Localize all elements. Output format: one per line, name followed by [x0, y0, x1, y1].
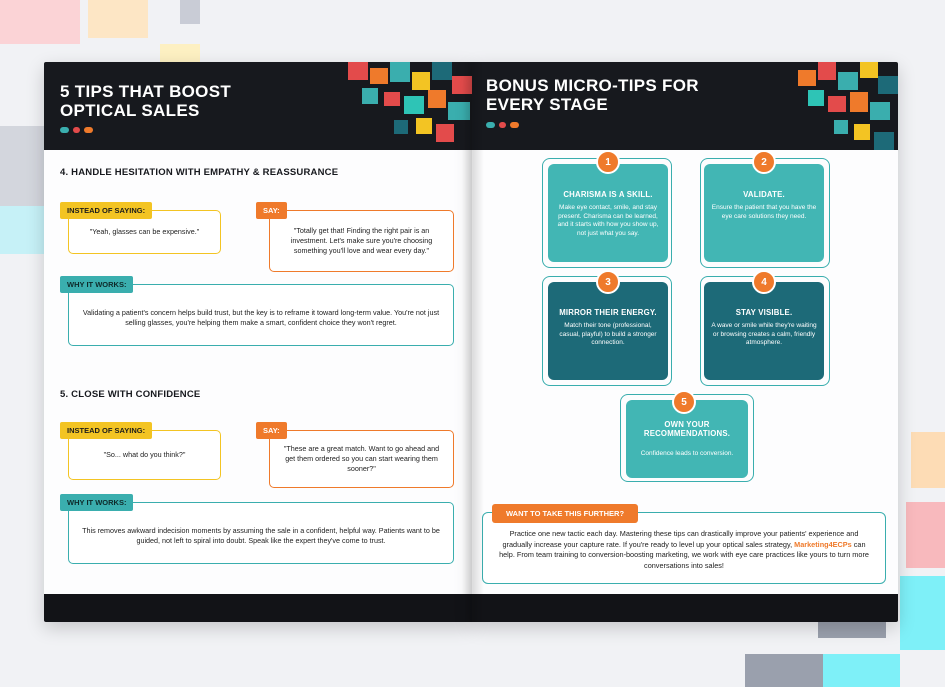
tip-3-number: 3	[596, 270, 620, 294]
tip-5-number: 5	[672, 390, 696, 414]
left-page	[44, 62, 472, 622]
right-page	[472, 62, 898, 622]
decor-square	[160, 44, 200, 62]
tip-2-title: VALIDATE.	[743, 190, 785, 199]
tip-1-number: 1	[596, 150, 620, 174]
tip-1-text: Make eye contact, smile, and stay present. Charisma can be learned, and it starts with how you show up, not just what you say.	[557, 204, 659, 237]
why-it-works-tag-5: WHY IT WORKS:	[60, 494, 133, 511]
brand-link[interactable]: Marketing4ECPs	[794, 539, 852, 549]
decor-square	[823, 654, 900, 687]
instead-of-saying-box-5: "So... what do you think?"	[68, 430, 221, 480]
left-page-footer	[44, 594, 472, 622]
target-icon	[73, 127, 80, 133]
right-page-title: BONUS MICRO-TIPS FOR EVERY STAGE	[486, 76, 699, 114]
say-tag-4: SAY:	[256, 202, 287, 219]
decor-square	[0, 126, 44, 206]
open-booklet	[44, 62, 898, 622]
glasses-icon	[510, 122, 519, 128]
tip-1-card	[548, 164, 668, 262]
tip-4-text: A wave or smile while they're waiting or browsing creates a calm, friendly atmosphere.	[711, 322, 817, 346]
eye-icon	[486, 122, 495, 128]
tip-5-text: Confidence leads to conversion.	[640, 450, 734, 457]
promo-text-start: Practice one new tactic each day. Mastering these tips can drastically improve your patients' experience and gradually increase your capture rate. If you're ready to level up your optical sales strategy,	[502, 529, 859, 549]
target-icon	[499, 122, 506, 128]
decor-square	[0, 0, 80, 44]
say-tag-5: SAY:	[256, 422, 287, 439]
tip-1-title: CHARISMA IS A SKILL.	[563, 190, 653, 199]
left-page-header	[44, 62, 472, 150]
decor-square	[906, 502, 945, 568]
promo-label: WANT TO TAKE THIS FURTHER?	[492, 504, 638, 523]
book-spine	[462, 62, 484, 622]
tip-3-text: Match their tone (professional, casual, playful) to build a stronger connection.	[559, 322, 657, 346]
decor-square	[745, 654, 823, 687]
instead-of-saying-box-4: "Yeah, glasses can be expensive."	[68, 210, 221, 254]
tip-2-text: Ensure the patient that you have the eye care solutions they need.	[711, 204, 817, 220]
why-it-works-box-4: Validating a patient's concern helps build trust, but the key is to reframe it toward long-term value. You're not just selling glasses, you're helping them make a smart, confident choice they won't regret.	[68, 284, 454, 346]
why-it-works-tag-4: WHY IT WORKS:	[60, 276, 133, 293]
decor-square	[0, 206, 44, 254]
right-page-footer	[472, 594, 898, 622]
instead-of-saying-tag-4: INSTEAD OF SAYING:	[60, 202, 152, 219]
section-5-heading: 5. CLOSE WITH CONFIDENCE	[60, 389, 201, 400]
decor-square	[900, 576, 945, 650]
promo-text-end: can help. From team training to conversion-boosting marketing, we work with eye care practices like yours to turn more conversations into sales!	[499, 539, 869, 570]
say-box-4: "Totally get that! Finding the right pair is an investment. Let's make sure you're choosing something you'll love and wear every day."	[269, 210, 454, 272]
tip-2-card	[704, 164, 824, 262]
why-it-works-box-5: This removes awkward indecision moments by assuming the sale in a confident, helpful way. Patients want to be guided, not left to spiral into doubt. Speak like the expert they've come to trust.	[68, 502, 454, 564]
glasses-icon	[84, 127, 93, 133]
header-icons	[60, 127, 93, 133]
tip-4-number: 4	[752, 270, 776, 294]
right-page-header	[472, 62, 898, 150]
decor-square	[911, 432, 945, 488]
decor-square	[180, 0, 200, 24]
section-4-heading: 4. HANDLE HESITATION WITH EMPATHY & REASSURANCE	[60, 167, 339, 178]
tip-3-title: MIRROR THEIR ENERGY.	[559, 308, 657, 317]
header-icons	[486, 122, 519, 128]
left-page-title: 5 TIPS THAT BOOST OPTICAL SALES	[60, 82, 232, 120]
instead-of-saying-tag-5: INSTEAD OF SAYING:	[60, 422, 152, 439]
tip-3-card	[548, 282, 668, 380]
tip-4-card	[704, 282, 824, 380]
eye-icon	[60, 127, 69, 133]
tip-4-title: STAY VISIBLE.	[735, 308, 793, 317]
tip-2-number: 2	[752, 150, 776, 174]
say-box-5: "These are a great match. Want to go ahead and get them ordered so you can start wearing them sooner?"	[269, 430, 454, 488]
tip-5-title: OWN YOUR RECOMMENDATIONS.	[643, 420, 731, 438]
decor-square	[818, 622, 886, 638]
decor-square	[88, 0, 148, 38]
